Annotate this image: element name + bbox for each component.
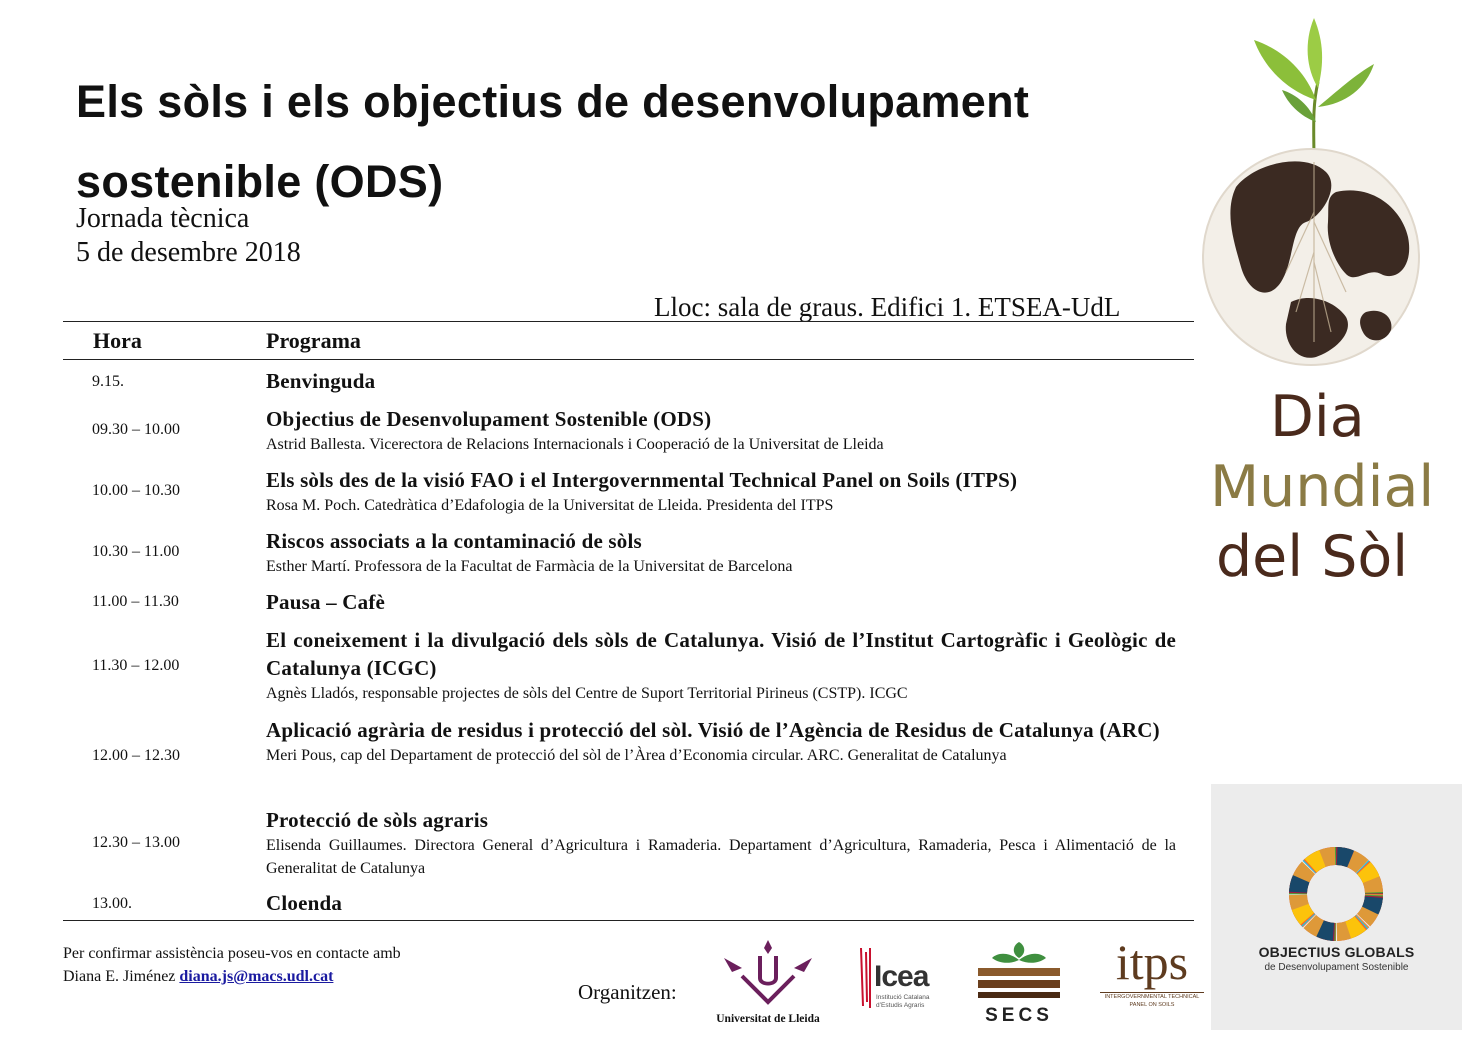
itps-logo-text: itps	[1115, 934, 1189, 990]
schedule-item	[266, 405, 1176, 456]
header-program: Programa	[266, 328, 361, 353]
secs-emblem-icon	[974, 938, 1064, 1000]
schedule-time: 13.00.	[92, 895, 132, 912]
schedule-item	[266, 806, 1176, 880]
schedule-item	[266, 367, 1176, 395]
icea-stripes-icon	[858, 946, 874, 1010]
schedule-time: 10.00 – 10.30	[92, 482, 180, 499]
contact-info	[63, 942, 401, 988]
sdg-logo	[1211, 784, 1462, 1030]
soil-globe-illustration	[1196, 12, 1426, 382]
icea-subtitle-line-1: Institució Catalana	[876, 994, 930, 1001]
sdg-wheel-icon	[1284, 842, 1388, 946]
schedule-item	[266, 466, 1176, 517]
table-header-rule	[63, 359, 1194, 360]
sdg-label-line-2: de Desenvolupament Sostenible	[1264, 962, 1409, 973]
icea-logo-text: Icea	[874, 960, 929, 993]
icea-logo	[858, 946, 938, 1010]
sdg-label-line-1: OBJECTIUS GLOBALS	[1258, 944, 1415, 960]
session-title: Pausa – Cafè	[266, 590, 386, 614]
session-title: Objectius de Desenvolupament Sostenible (ODS)	[266, 407, 712, 431]
schedule-item	[266, 626, 1176, 705]
dms-line-2: Mundial	[1210, 454, 1435, 520]
sdg-label	[1211, 944, 1462, 973]
schedule-time: 11.30 – 12.00	[92, 657, 180, 674]
session-title: Cloenda	[266, 891, 343, 915]
session-speaker: Esther Martí. Professora de la Facultat de Farmàcia de la Universitat de Barcelona	[266, 558, 793, 575]
venue: Lloc: sala de graus. Edifici 1. ETSEA-UdL	[654, 292, 1121, 322]
icea-subtitle-line-2: d’Estudis Agraris	[876, 1002, 925, 1009]
session-title: Protecció de sòls agraris	[266, 808, 489, 832]
secs-logo	[974, 938, 1064, 1024]
schedule-time: 12.30 – 13.00	[92, 834, 180, 851]
header-time: Hora	[93, 328, 142, 353]
session-speaker: Astrid Ballesta. Vicerectora de Relacions Internacionals i Cooperació de la Universitat de Lleida	[266, 436, 884, 453]
globe-icon	[1203, 149, 1419, 365]
table-top-rule	[63, 321, 1194, 322]
schedule-time: 11.00 – 11.30	[92, 593, 179, 610]
udl-logo	[712, 936, 824, 1026]
session-title: Aplicació agrària de residus i protecció del sòl. Visió de l’Agència de Residus de Catalunya (ARC)	[266, 718, 1160, 742]
dms-line-1: Dia	[1270, 384, 1365, 450]
session-speaker: Rosa M. Poch. Catedràtica d’Edafologia de la Universitat de Lleida. Presidenta del ITPS	[266, 497, 834, 514]
page-title: Els sòls i els objectius de desenvolupament sostenible (ODS)	[76, 76, 1030, 207]
contact-person	[63, 965, 401, 988]
itps-subtitle-line-1: INTERGOVERNMENTAL TECHNICAL	[1104, 994, 1200, 1000]
session-title: Els sòls des de la visió FAO i el Intergovernmental Technical Panel on Soils (ITPS)	[266, 468, 1018, 492]
itps-subtitle	[1100, 992, 1204, 1009]
secs-logo-text: SECS	[985, 1005, 1053, 1026]
schedule-time: 12.00 – 12.30	[92, 747, 180, 764]
contact-email-link[interactable]: diana.js@macs.udl.cat	[179, 968, 334, 985]
schedule-item	[266, 588, 1176, 616]
udl-emblem-icon	[712, 936, 824, 1008]
session-speaker: Agnès Lladós, responsable projectes de sòls del Centre de Suport Territorial Pirineus (CSTP). ICGC	[266, 685, 908, 702]
schedule-item	[266, 527, 1176, 578]
schedule-time: 09.30 – 10.00	[92, 421, 180, 438]
world-soil-day-logo	[1210, 382, 1434, 592]
session-title: Riscos associats a la contaminació de sòls	[266, 529, 642, 553]
organizers-label: Organitzen:	[578, 980, 677, 1004]
session-title: El coneixement i la divulgació dels sòls de Catalunya. Visió de l’Institut Cartogràfic i Geològic de Catalunya (ICGC)	[266, 628, 1176, 680]
itps-subtitle-line-2: PANEL ON SOILS	[1129, 1002, 1175, 1008]
event-type: Jornada tècnica	[76, 203, 250, 234]
icea-subtitle	[876, 994, 929, 1010]
session-speaker: Meri Pous, cap del Departament de protecció del sòl de l’Àrea d’Economia circular. ARC. Generalitat de Catalunya	[266, 747, 1007, 764]
udl-logo-text: Universitat de Lleida	[716, 1013, 820, 1025]
table-bottom-rule	[63, 920, 1194, 921]
itps-logo	[1098, 934, 1206, 1020]
subtitle-block	[76, 202, 301, 270]
session-title: Benvinguda	[266, 369, 376, 393]
event-date: 5 de desembre 2018	[76, 237, 301, 268]
session-speaker: Elisenda Guillaumes. Directora General d’Agricultura i Ramaderia. Departament d’Agricultura, Ramaderia, Pesca i Alimentació de la Generalitat de Catalunya	[266, 837, 1176, 877]
contact-name: Diana E. Jiménez	[63, 968, 180, 985]
schedule-time: 9.15.	[92, 373, 124, 390]
schedule-item	[266, 716, 1176, 767]
schedule-item	[266, 889, 1176, 917]
dms-line-3: del Sòl	[1216, 524, 1409, 590]
schedule-time: 10.30 – 11.00	[92, 543, 180, 560]
contact-line: Per confirmar assistència poseu-vos en contacte amb	[63, 945, 401, 962]
sprout-icon	[1254, 18, 1374, 162]
